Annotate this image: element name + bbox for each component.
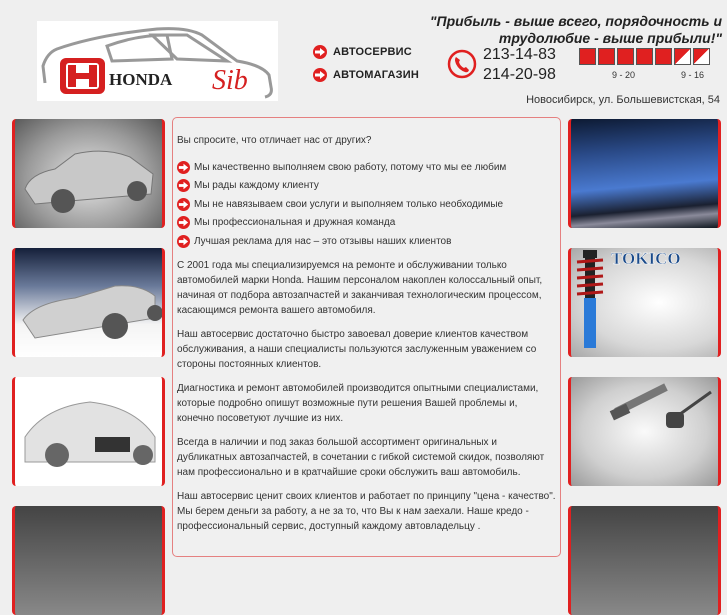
nav-autoservice[interactable] (313, 43, 412, 61)
feature-text: Мы качественно выполняем свою работу, потому что мы ее любим (194, 161, 507, 173)
feature-item (177, 195, 556, 214)
main-content (172, 117, 561, 557)
day-full-icon (655, 48, 672, 65)
feature-item (177, 232, 556, 251)
car-photo-icon (15, 248, 162, 357)
feature-text: Лучшая реклама для нас – это отзывы наших клиентов (194, 235, 452, 247)
right-image-2[interactable] (568, 248, 721, 357)
arrow-right-icon (177, 216, 190, 229)
day-full-icon (598, 48, 615, 65)
phone-number-2[interactable]: 214-20-98 (483, 66, 556, 83)
day-half-icon (674, 48, 691, 65)
car-outline-logo-icon (37, 21, 278, 101)
nav-autoshop-label: АВТОМАГАЗИН (333, 69, 420, 81)
car-photo-icon (15, 377, 162, 486)
site-logo[interactable] (37, 21, 278, 101)
feature-item (177, 214, 556, 233)
phone-icon (447, 49, 477, 79)
paragraph: Наш автосервис ценит своих клиентов и работает по принципу "цена - качество". Мы берем деньги за работу, а не за то, что Вы к нам заехали. Наше кредо - профессиональный сервис, доступный каждому автовладельцу . (177, 490, 556, 532)
arrow-right-icon (177, 235, 190, 248)
left-image-4[interactable] (12, 506, 165, 615)
arrow-right-icon (177, 179, 190, 192)
weekend-hours-label: 9 - 16 (681, 70, 705, 80)
car-photo-icon (15, 119, 162, 228)
address: Новосибирск, ул. Большевистская, 54 (526, 94, 720, 106)
paragraph: Всегда в наличии и под заказ большой ассортимент оригинальных и дубликатных автозапчастей, в сочетании с гибкой системой скидок, позволяют нам профессионально и в кратчайшие сроки обслужить ваш автомобиль. (177, 436, 545, 478)
day-half-icon (693, 48, 710, 65)
right-image-1[interactable] (568, 119, 721, 228)
svg-text:TOKICO: TOKICO (611, 249, 681, 268)
feature-item (177, 177, 556, 196)
weekday-hours-label: 9 - 20 (612, 70, 636, 80)
working-hours-grid (579, 48, 710, 65)
nav-autoservice-label: АВТОСЕРВИС (333, 46, 412, 58)
sensor-icon (571, 377, 718, 486)
feature-item (177, 158, 556, 177)
paragraph: С 2001 года мы специализируемся на ремонте и обслуживании только автомобилей марки Honda. Нашим персоналом накоплен колоссальный опыт, начиная от подбора автозапчастей и заканчивая технологическим процессом, касающимся ремонта вашего автомобиля. (177, 259, 543, 316)
arrow-right-icon (313, 68, 327, 82)
intro-text: Вы спросите, что отличает нас от других? (177, 135, 372, 146)
phone-number-1[interactable]: 213-14-83 (483, 46, 556, 63)
arrow-right-icon (177, 161, 190, 174)
paragraph: Диагностика и ремонт автомобилей производится опытными специалистами, которые подробно опишут возможные пути решения Вашей проблемы и, конечно посоветуют лучшие из них. (177, 382, 539, 424)
left-image-1[interactable] (12, 119, 165, 228)
shock-absorber-icon (571, 248, 718, 357)
day-full-icon (579, 48, 596, 65)
left-image-2[interactable] (12, 248, 165, 357)
feature-text: Мы профессиональная и дружная команда (194, 217, 396, 229)
day-full-icon (617, 48, 634, 65)
right-image-3[interactable] (568, 377, 721, 486)
svg-text:Sib: Sib (212, 65, 248, 96)
feature-list (177, 158, 556, 251)
right-image-4[interactable] (568, 506, 721, 615)
arrow-right-icon (177, 198, 190, 211)
nav-autoshop[interactable] (313, 66, 419, 84)
paragraph: Наш автосервис достаточно быстро завоевал доверие клиентов качеством обслуживания, а наши специалисты пользуются заслуженным уважением со стороны постоянных клиентов. (177, 328, 537, 370)
arrow-right-icon (313, 45, 327, 59)
feature-text: Мы не навязываем свои услуги и выполняем только необходимые (194, 198, 504, 210)
day-full-icon (636, 48, 653, 65)
left-image-3[interactable] (12, 377, 165, 486)
slogan: "Прибыль - выше всего, порядочность и трудолюбие - выше прибыли!" (429, 13, 722, 46)
feature-text: Мы рады каждому клиенту (194, 180, 319, 192)
svg-text:HONDA: HONDA (109, 70, 173, 89)
